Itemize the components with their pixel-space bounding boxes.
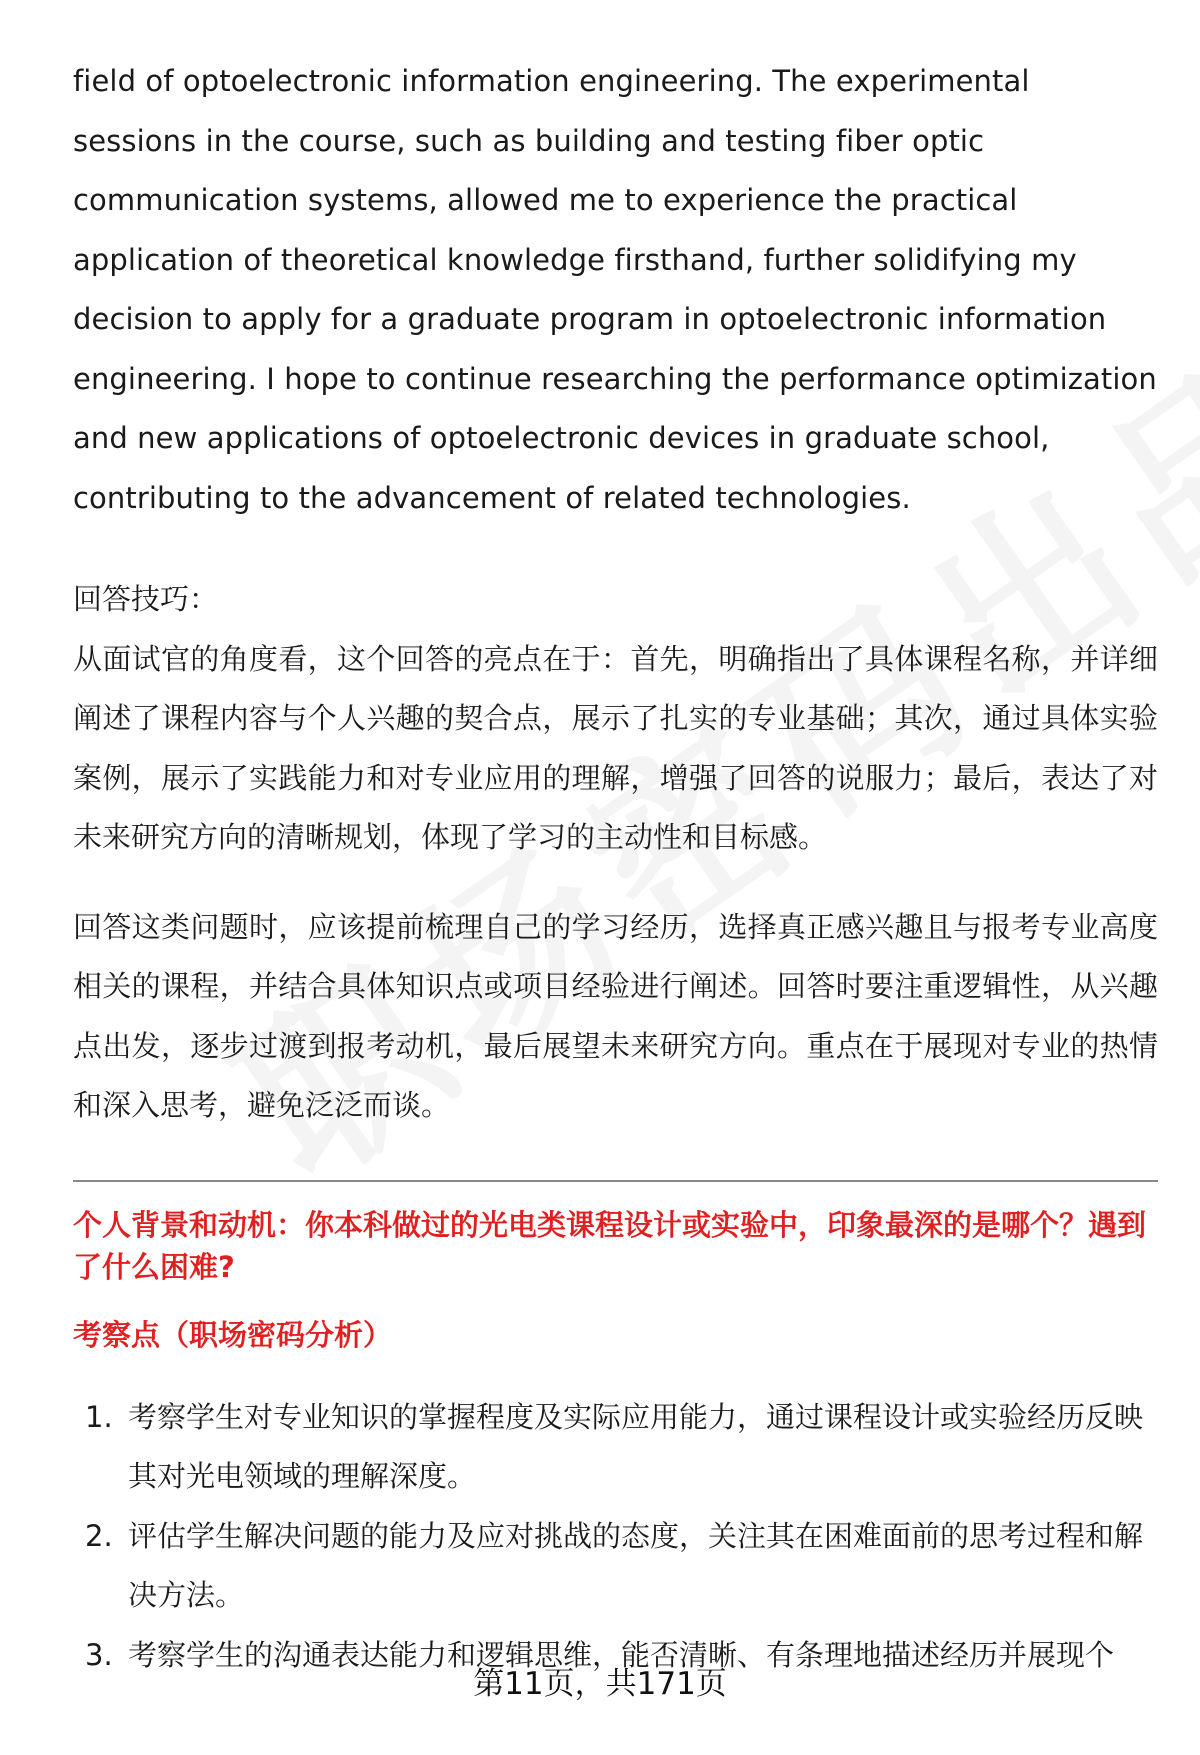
tips-label: 回答技巧：: [73, 582, 219, 616]
intro-english-paragraph: field of optoelectronic information engineering. The experimental sessions in the course, such as building and testing fiber optic communication systems, allowed me to experience the practical application of theoretical knowledge firsthand, further solidifying my decision to apply for a graduate program in optoelectronic information engineering. I hope to continue researching the performance optimization and new applications of optoelectronic devices in graduate school, contributing to the advancement of related technologies.: [73, 64, 1157, 515]
tips-paragraph-2: 回答这类问题时，应该提前梳理自己的学习经历，选择真正感兴趣且与报考专业高度相关的课程，并结合具体知识点或项目经验进行阐述。回答时要注重逻辑性，从兴趣点出发，逐步过渡到报考动机，最后展望未来研究方向。重点在于展现对专业的热情和深入思考，避免泛泛而谈。: [73, 909, 1158, 1122]
list-item-number: 2.: [85, 1518, 113, 1553]
list-item-text: 评估学生解决问题的能力及应对挑战的态度，关注其在困难面前的思考过程和解决方法。: [128, 1518, 1144, 1612]
list-item-number: 1.: [85, 1399, 113, 1434]
assessment-points-list: [73, 1388, 1158, 1686]
list-item-text: 考察学生对专业知识的掌握程度及实际应用能力，通过课程设计或实验经历反映其对光电领域的理解深度。: [128, 1399, 1144, 1493]
section-divider: [73, 1180, 1158, 1182]
tips-paragraph-1: 从面试官的角度看，这个回答的亮点在于：首先，明确指出了具体课程名称，并详细阐述了课程内容与个人兴趣的契合点，展示了扎实的专业基础；其次，通过具体实验案例，展示了实践能力和对专业应用的理解，增强了回答的说服力；最后，表达了对未来研究方向的清晰规划，体现了学习的主动性和目标感。: [73, 641, 1158, 854]
page-footer: 第11页，共171页: [473, 1666, 727, 1702]
list-item: [73, 1388, 1158, 1507]
list-item-number: 3.: [85, 1637, 113, 1672]
assessment-subheading: 考察点（职场密码分析）: [73, 1317, 393, 1352]
list-item: [73, 1507, 1158, 1626]
list-item-text: 考察学生的沟通表达能力和逻辑思维，能否清晰、有条理地描述经历并展现个: [128, 1637, 1115, 1672]
question-title: 个人背景和动机：你本科做过的光电类课程设计或实验中，印象最深的是哪个？遇到了什么困难?: [73, 1207, 1147, 1284]
document-page: [73, 52, 1158, 1685]
